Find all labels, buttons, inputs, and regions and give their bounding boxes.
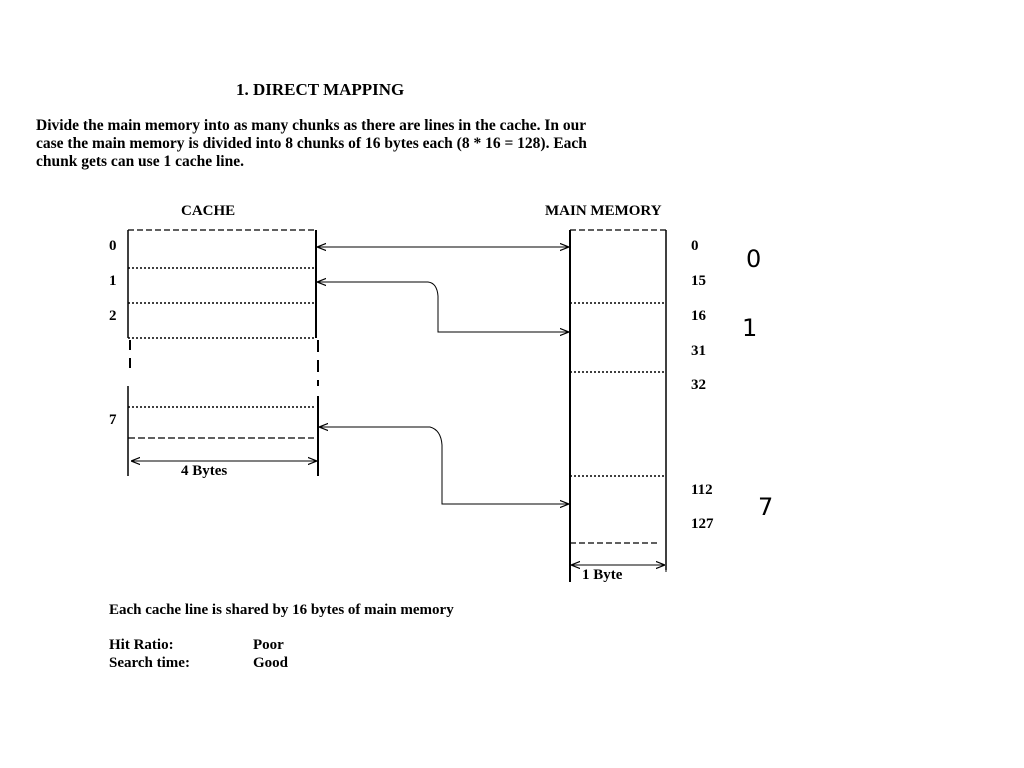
cache-box xyxy=(128,230,318,476)
handwritten-chunk-1: 1 xyxy=(742,314,758,342)
footer-statement: Each cache line is shared by 16 bytes of main memory xyxy=(109,602,454,618)
intro-line-3: chunk gets can use 1 cache line. xyxy=(36,153,244,170)
arrow-line-7-to-chunk-7 xyxy=(320,427,568,504)
main-memory-title: MAIN MEMORY xyxy=(545,203,662,219)
memory-width-label: 1 Byte xyxy=(582,567,623,583)
cache-title: CACHE xyxy=(181,203,236,219)
main-memory-box xyxy=(570,230,666,582)
arrow-line-1-to-chunk-1 xyxy=(318,282,568,332)
hit-ratio-value: Poor xyxy=(253,637,284,653)
page-title: 1. DIRECT MAPPING xyxy=(236,80,405,99)
address-label-0: 0 xyxy=(691,238,699,254)
memory-width-dimension xyxy=(572,545,666,572)
hit-ratio-label: Hit Ratio: xyxy=(109,637,174,653)
address-label-127: 127 xyxy=(691,516,714,532)
intro-line-2: case the main memory is divided into 8 chunks of 16 bytes each (8 * 16 = 128). Each xyxy=(36,135,587,152)
intro-line-1: Divide the main memory into as many chunks as there are lines in the cache. In our xyxy=(36,117,587,134)
cache-line-label-2: 2 xyxy=(109,308,117,324)
cache-line-label-1: 1 xyxy=(109,273,117,289)
cache-width-label: 4 Bytes xyxy=(181,463,228,479)
handwritten-chunk-0: 0 xyxy=(746,245,762,273)
handwritten-chunk-7: 7 xyxy=(758,493,774,521)
search-time-label: Search time: xyxy=(109,655,190,671)
search-time-value: Good xyxy=(253,655,289,671)
address-label-112: 112 xyxy=(691,482,713,498)
address-label-16: 16 xyxy=(691,308,706,324)
address-label-32: 32 xyxy=(691,377,706,393)
mapping-arrows xyxy=(318,247,568,504)
cache-line-label-7: 7 xyxy=(109,412,117,428)
address-label-15: 15 xyxy=(691,273,706,289)
address-label-31: 31 xyxy=(691,343,706,359)
cache-line-label-0: 0 xyxy=(109,238,117,254)
